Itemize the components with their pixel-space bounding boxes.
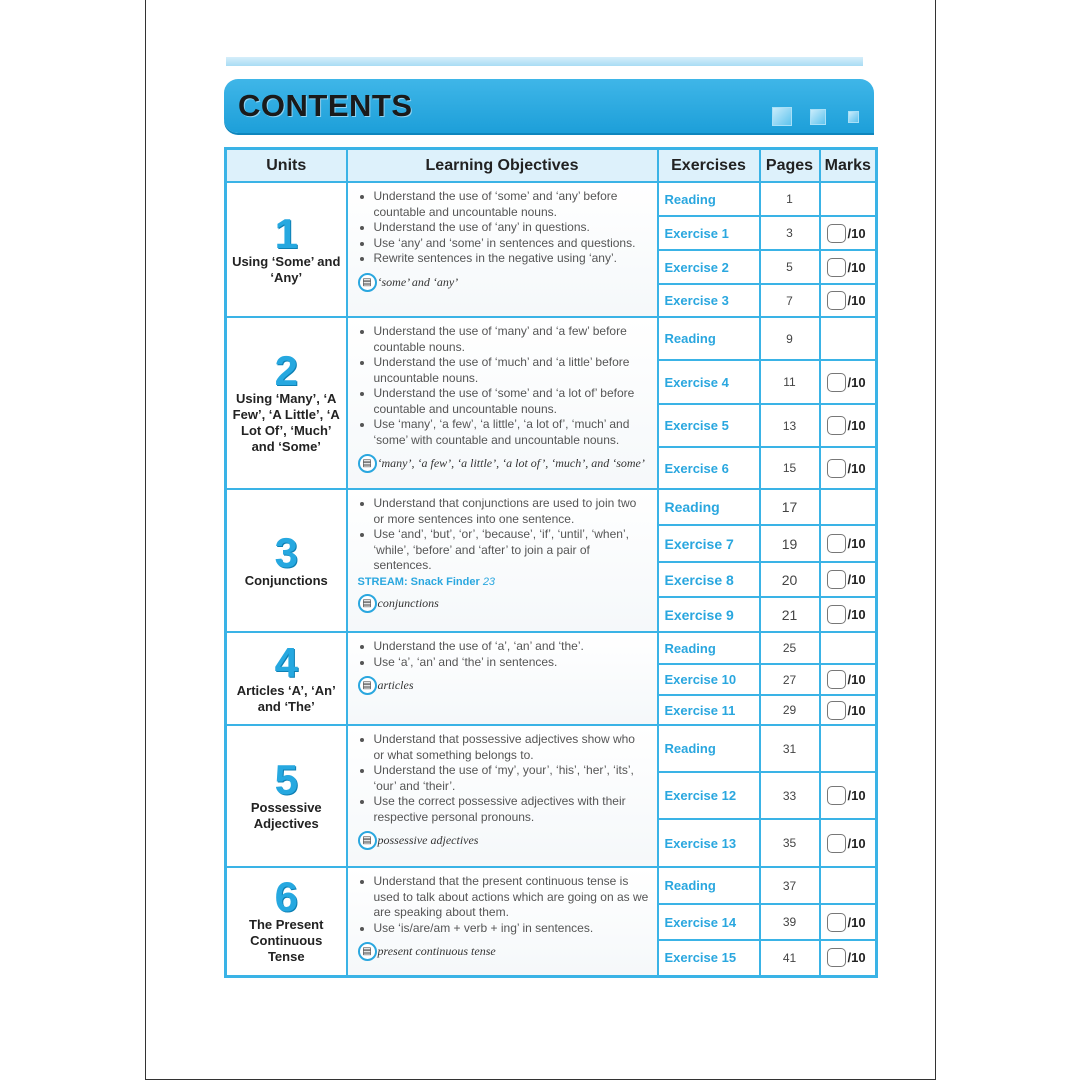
- objectives-list: [358, 324, 649, 448]
- exercise-link[interactable]: Exercise 8: [658, 562, 760, 597]
- page-number: 5: [760, 250, 820, 284]
- mark-out-of: /10: [847, 536, 866, 551]
- page-number: 17: [760, 489, 820, 525]
- exercise-link[interactable]: Exercise 2: [658, 250, 760, 284]
- marks-cell: [820, 867, 877, 904]
- exercise-link[interactable]: Exercise 3: [658, 284, 760, 317]
- page-number: 35: [760, 819, 820, 867]
- mark-checkbox[interactable]: [827, 913, 846, 932]
- mark-field: [827, 258, 876, 277]
- reference-text: possessive adjectives: [377, 833, 479, 847]
- header-pages: Pages: [760, 149, 820, 183]
- unit-number: 1: [274, 209, 298, 257]
- mark-checkbox[interactable]: [827, 570, 846, 589]
- page-number: 9: [760, 317, 820, 360]
- mark-out-of: /10: [847, 293, 866, 308]
- reference-note: [358, 454, 649, 473]
- marks-cell: [820, 695, 877, 725]
- reference-note: [358, 942, 649, 961]
- unit-cell: [226, 182, 347, 317]
- objective-item: • Use ‘any’ and ‘some’ in sentences and questions.: [374, 236, 649, 252]
- reference-note: [358, 831, 649, 850]
- page-number: 39: [760, 904, 820, 940]
- mark-field: [827, 291, 876, 310]
- table-row: [226, 867, 877, 904]
- mark-checkbox[interactable]: [827, 258, 846, 277]
- unit-number: 2: [274, 347, 298, 394]
- mark-field: [827, 459, 876, 478]
- header-marks: Marks: [820, 149, 877, 183]
- table-row: [226, 317, 877, 360]
- mark-field: [827, 373, 876, 392]
- table-row: [226, 182, 877, 216]
- marks-cell: [820, 250, 877, 284]
- mark-checkbox[interactable]: [827, 459, 846, 478]
- mark-field: [827, 570, 876, 589]
- exercise-link[interactable]: Exercise 9: [658, 597, 760, 632]
- marks-cell: [820, 360, 877, 404]
- reference-text: conjunctions: [377, 595, 439, 610]
- mark-out-of: /10: [847, 788, 866, 803]
- mark-out-of: /10: [847, 950, 866, 966]
- exercise-link[interactable]: Exercise 11: [658, 695, 760, 725]
- objective-item: • Understand the use of ‘much’ and ‘a little’ before uncountable nouns.: [374, 355, 649, 386]
- page-number: 20: [760, 562, 820, 597]
- objective-item: • Use ‘is/are/am + verb + ing’ in sentences.: [374, 921, 649, 937]
- reference-note: [358, 273, 649, 292]
- book-icon: ▤: [358, 942, 377, 961]
- unit-cell: [226, 867, 347, 976]
- marks-cell: [820, 940, 877, 976]
- marks-cell: [820, 664, 877, 695]
- objective-item: • Understand that conjunctions are used to join two or more sentences into one sentence.: [374, 496, 649, 527]
- unit-number: 4: [274, 638, 298, 686]
- exercise-link[interactable]: Exercise 13: [658, 819, 760, 867]
- marks-cell: [820, 182, 877, 216]
- mark-out-of: /10: [847, 835, 866, 851]
- page-number: 33: [760, 772, 820, 819]
- exercise-link[interactable]: Reading: [658, 632, 760, 664]
- unit-title: Articles ‘A’, ‘An’ and ‘The’: [236, 682, 336, 714]
- unit-title: Using ‘Some’ and ‘Any’: [232, 253, 341, 285]
- mark-field: [827, 786, 876, 805]
- unit-cell: [226, 489, 347, 632]
- marks-cell: [820, 317, 877, 360]
- unit-title: Conjunctions: [244, 572, 328, 588]
- unit-title: Using ‘Many’, ‘A Few’, ‘A Little’, ‘A Lot Of’, ‘Much’ and ‘Some’: [232, 391, 340, 454]
- header-objectives: Learning Objectives: [347, 149, 658, 183]
- objective-item: • Understand the use of ‘my’, your’, ‘his’, ‘her’, ‘its’, ‘our’ and ‘their’.: [374, 763, 649, 794]
- unit-number: 3: [274, 528, 298, 576]
- mark-checkbox[interactable]: [827, 373, 846, 392]
- marks-cell: [820, 489, 877, 525]
- table-row: [226, 489, 877, 525]
- mark-field: [827, 670, 876, 689]
- mark-out-of: /10: [847, 572, 866, 587]
- page-number: 1: [760, 182, 820, 216]
- mark-field: [827, 948, 876, 967]
- marks-cell: [820, 725, 877, 772]
- exercise-link[interactable]: Reading: [658, 725, 760, 772]
- table-header-row: [226, 149, 877, 183]
- mark-field: [827, 701, 876, 720]
- cube-icon: [810, 109, 826, 125]
- mark-field: [827, 224, 876, 243]
- reference-text: articles: [377, 678, 414, 692]
- reference-text: ‘many’, ‘a few’, ‘a little’, ‘a lot of’, ‘much’, and ‘some’: [377, 456, 645, 470]
- unit-title: Possessive Adjectives: [250, 800, 322, 831]
- mark-field: [827, 416, 876, 435]
- book-icon: ▤: [358, 676, 377, 695]
- page-title: CONTENTS: [238, 88, 413, 123]
- exercise-link[interactable]: Reading: [658, 317, 760, 360]
- page-number: 25: [760, 632, 820, 664]
- mark-out-of: /10: [847, 914, 866, 930]
- exercise-link[interactable]: Reading: [658, 182, 760, 216]
- objective-item: • Understand the use of ‘some’ and ‘a lot of’ before countable and uncountable nouns.: [374, 386, 649, 417]
- objectives-cell: [347, 632, 658, 725]
- unit-number: 5: [274, 756, 298, 803]
- page-number: 21: [760, 597, 820, 632]
- mark-field: [827, 913, 876, 932]
- header-exercises: Exercises: [658, 149, 760, 183]
- exercise-link[interactable]: Exercise 7: [658, 525, 760, 562]
- mark-out-of: /10: [847, 702, 866, 718]
- marks-cell: [820, 216, 877, 250]
- exercise-link[interactable]: Exercise 15: [658, 940, 760, 976]
- page-number: 19: [760, 525, 820, 562]
- exercise-link[interactable]: Exercise 4: [658, 360, 760, 404]
- cube-icon: [772, 107, 792, 126]
- mark-out-of: /10: [847, 418, 866, 433]
- objective-item: • Use ‘a’, ‘an’ and ‘the’ in sentences.: [374, 655, 649, 671]
- page-number: 7: [760, 284, 820, 317]
- page-number: 13: [760, 404, 820, 447]
- marks-cell: [820, 597, 877, 632]
- objective-item: • Understand the use of ‘any’ in questions.: [374, 220, 649, 236]
- objectives-cell: [347, 182, 658, 317]
- cube-icon: [848, 111, 859, 123]
- unit-title: The Present Continuous Tense: [249, 917, 324, 965]
- mark-checkbox[interactable]: [827, 786, 846, 805]
- mark-checkbox[interactable]: [827, 224, 846, 243]
- objective-item: • Understand the use of ‘a’, ‘an’ and ‘the’.: [374, 639, 649, 655]
- contents-banner: [224, 79, 874, 133]
- mark-checkbox[interactable]: [827, 605, 846, 624]
- objectives-list: [358, 639, 649, 670]
- book-icon: ▤: [358, 273, 377, 292]
- page-number: 3: [760, 216, 820, 250]
- mark-field: [827, 534, 876, 553]
- exercise-link[interactable]: Exercise 5: [658, 404, 760, 447]
- header-units: Units: [226, 149, 347, 183]
- objective-item: • Rewrite sentences in the negative using ‘any’.: [374, 251, 649, 267]
- marks-cell: [820, 562, 877, 597]
- book-icon: ▤: [358, 454, 377, 473]
- page-number: 29: [760, 695, 820, 725]
- objectives-list: [358, 732, 649, 825]
- objective-item: • Use ‘many’, ‘a few’, ‘a little’, ‘a lot of’, ‘much’ and ‘some’ with countable and uncountable nouns.: [374, 417, 649, 448]
- mark-checkbox[interactable]: [827, 701, 846, 720]
- marks-cell: [820, 284, 877, 317]
- reference-text: present continuous tense: [377, 944, 496, 958]
- contents-table: [224, 147, 878, 978]
- page-number: 31: [760, 725, 820, 772]
- mark-checkbox[interactable]: [827, 834, 846, 853]
- decorative-top-bar: [226, 57, 863, 66]
- objectives-cell: [347, 489, 658, 632]
- mark-out-of: /10: [847, 607, 866, 622]
- objective-item: • Use ‘and’, ‘but’, ‘or’, ‘because’, ‘if’, ‘until’, ‘when’, ‘while’, ‘before’ and ‘after’ to join a pair of sentences.: [374, 527, 649, 574]
- marks-cell: [820, 525, 877, 562]
- mark-checkbox[interactable]: [827, 416, 846, 435]
- mark-out-of: /10: [847, 672, 866, 687]
- unit-cell: [226, 632, 347, 725]
- objectives-list: [358, 189, 649, 267]
- marks-cell: [820, 819, 877, 867]
- stream-label: STREAM: Snack Finder: [357, 575, 480, 588]
- exercise-link[interactable]: Reading: [658, 867, 760, 904]
- table-row: [226, 632, 877, 664]
- mark-checkbox[interactable]: [827, 291, 846, 310]
- objectives-list: [358, 496, 649, 574]
- stream-page: 23: [482, 575, 496, 588]
- mark-field: [827, 834, 876, 853]
- exercise-link[interactable]: Exercise 10: [658, 664, 760, 695]
- page-number: 41: [760, 940, 820, 976]
- objectives-list: [358, 874, 649, 936]
- mark-checkbox[interactable]: [827, 670, 846, 689]
- marks-cell: [820, 404, 877, 447]
- unit-cell: [226, 725, 347, 867]
- mark-out-of: /10: [847, 225, 866, 241]
- marks-cell: [820, 772, 877, 819]
- exercise-link[interactable]: Exercise 12: [658, 772, 760, 819]
- reference-note: [358, 594, 649, 613]
- page-number: 27: [760, 664, 820, 695]
- reference-note: [358, 676, 649, 695]
- mark-checkbox[interactable]: [827, 948, 846, 967]
- mark-field: [827, 605, 876, 624]
- book-icon: ▤: [358, 594, 377, 613]
- exercise-link[interactable]: Reading: [658, 489, 760, 525]
- objective-item: • Use the correct possessive adjectives with their respective personal pronouns.: [374, 794, 649, 825]
- mark-out-of: /10: [847, 374, 866, 390]
- objective-item: • Understand the use of ‘some’ and ‘any’ before countable and uncountable nouns.: [374, 189, 649, 220]
- exercise-link[interactable]: Exercise 1: [658, 216, 760, 250]
- page-number: 11: [760, 360, 820, 404]
- mark-checkbox[interactable]: [827, 534, 846, 553]
- stream-link[interactable]: [358, 576, 649, 588]
- objectives-cell: [347, 867, 658, 976]
- objectives-cell: [347, 317, 658, 489]
- marks-cell: [820, 447, 877, 489]
- unit-number: 6: [274, 873, 298, 921]
- table-row: [226, 725, 877, 772]
- marks-cell: [820, 632, 877, 664]
- objective-item: • Understand that the present continuous tense is used to talk about actions which are going on as we are speaking about them.: [374, 874, 649, 921]
- unit-cell: [226, 317, 347, 489]
- reference-text: ‘some’ and ‘any’: [377, 274, 459, 289]
- book-icon: ▤: [358, 831, 377, 850]
- mark-out-of: /10: [847, 259, 866, 275]
- exercise-link[interactable]: Exercise 6: [658, 447, 760, 489]
- mark-out-of: /10: [847, 460, 866, 476]
- page-number: 37: [760, 867, 820, 904]
- page-number: 15: [760, 447, 820, 489]
- objective-item: • Understand the use of ‘many’ and ‘a few’ before countable nouns.: [374, 324, 649, 355]
- exercise-link[interactable]: Exercise 14: [658, 904, 760, 940]
- objectives-cell: [347, 725, 658, 867]
- marks-cell: [820, 904, 877, 940]
- objective-item: • Understand that possessive adjectives show who or what something belongs to.: [374, 732, 649, 763]
